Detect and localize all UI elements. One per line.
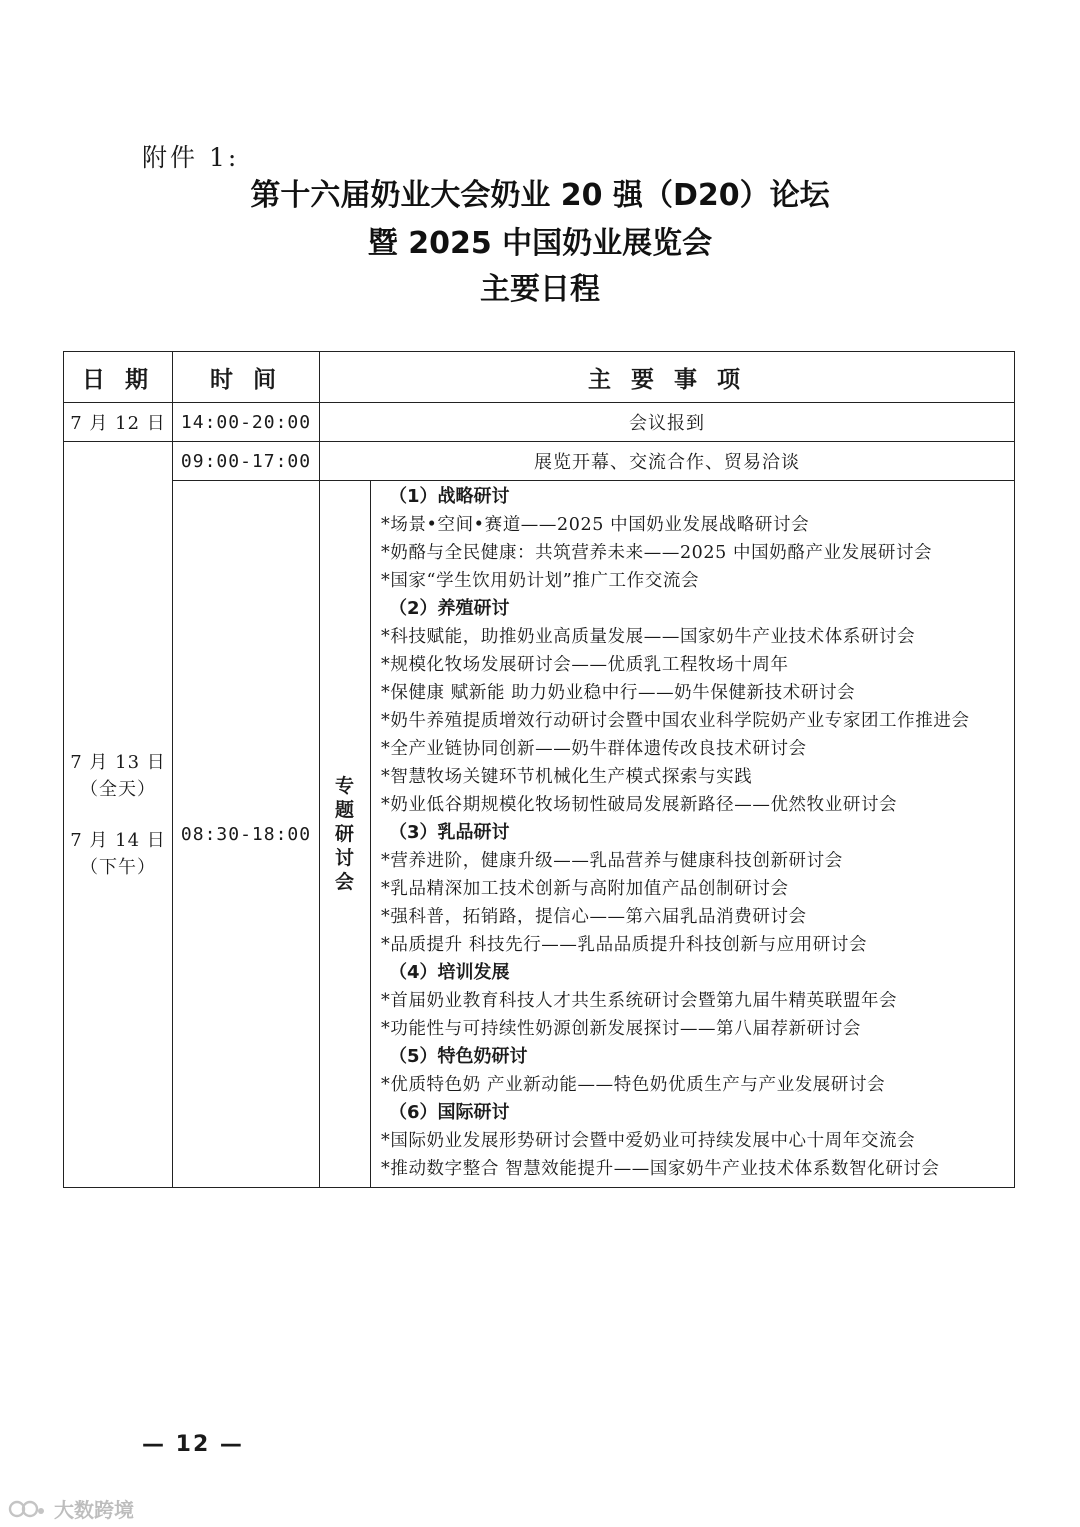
watermark <box>8 1494 134 1523</box>
date-july-14-note: （下午） <box>80 856 156 878</box>
row1-item: 会议报到 <box>320 403 1015 442</box>
schedule-table <box>63 351 1015 1188</box>
list-item: *场景•空间•赛道——2025 中国奶业发展战略研讨会 <box>381 515 810 535</box>
category-heading: （4）培训发展 <box>389 962 510 983</box>
list-item: *优质特色奶 产业新动能——特色奶优质生产与产业发展研讨会 <box>381 1075 886 1095</box>
seminar-items <box>371 481 1015 1188</box>
list-item: *推动数字整合 智慧效能提升——国家奶牛产业技术体系数智化研讨会 <box>381 1159 940 1179</box>
list-item: *奶业低谷期规模化牧场韧性破局发展新路径——优然牧业研讨会 <box>381 795 898 815</box>
list-item: *国家“学生饮用奶计划”推广工作交流会 <box>381 571 700 591</box>
header-items: 主 要 事 项 <box>320 352 1015 403</box>
table-row <box>64 403 1015 442</box>
date-july-13-note: （全天） <box>80 778 156 800</box>
table-row <box>64 481 1015 1188</box>
date-july-14: 7 月 14 日 <box>70 829 166 851</box>
header-date: 日 期 <box>64 352 173 403</box>
page-number: — 12 — <box>142 1432 244 1457</box>
list-item: *国际奶业发展形势研讨会暨中爱奶业可持续发展中心十周年交流会 <box>381 1131 916 1151</box>
row3-time: 08:30-18:00 <box>173 481 320 1188</box>
list-item: *规模化牧场发展研讨会——优质乳工程牧场十周年 <box>381 655 789 675</box>
date-block <box>64 442 173 1188</box>
list-item: *科技赋能，助推奶业高质量发展——国家奶牛产业技术体系研讨会 <box>381 627 916 647</box>
category-heading: （6）国际研讨 <box>389 1102 510 1123</box>
seminar-label-cell <box>320 481 371 1188</box>
list-item: *保健康 赋新能 助力奶业稳中行——奶牛保健新技术研讨会 <box>381 683 856 703</box>
attachment-label: 附件 1: <box>142 143 240 172</box>
title-line-3: 主要日程 <box>480 272 600 307</box>
watermark-text: 大数跨境 <box>54 1498 134 1522</box>
date-july-13: 7 月 13 日 <box>70 751 166 773</box>
title-line-2: 暨 2025 中国奶业展览会 <box>367 226 713 261</box>
category-heading: （1）战略研讨 <box>389 486 510 507</box>
row2-time: 09:00-17:00 <box>173 442 320 481</box>
seminar-vertical-label: 专 题 研 讨 会 <box>335 775 356 893</box>
table-header-row <box>64 352 1015 403</box>
watermark-logo-icon <box>8 1498 48 1520</box>
category-heading: （5）特色奶研讨 <box>389 1046 528 1067</box>
list-item: *智慧牧场关键环节机械化生产模式探索与实践 <box>381 767 753 787</box>
list-item: *奶酪与全民健康：共筑营养未来——2025 中国奶酪产业发展研讨会 <box>381 543 933 563</box>
category-heading: （3）乳品研讨 <box>389 822 510 843</box>
title-line-1: 第十六届奶业大会奶业 20 强（D20）论坛 <box>250 178 830 213</box>
list-item: *首届奶业教育科技人才共生系统研讨会暨第九届牛精英联盟年会 <box>381 991 898 1011</box>
table-row <box>64 442 1015 481</box>
list-item: *功能性与可持续性奶源创新发展探讨——第八届荐新研讨会 <box>381 1019 861 1039</box>
header-time: 时 间 <box>173 352 320 403</box>
list-item: *奶牛养殖提质增效行动研讨会暨中国农业科学院奶产业专家团工作推进会 <box>381 711 970 731</box>
list-item: *品质提升 科技先行——乳品品质提升科技创新与应用研讨会 <box>381 935 868 955</box>
list-item: *强科普，拓销路，提信心——第六届乳品消费研讨会 <box>381 907 807 927</box>
row1-time: 14:00-20:00 <box>173 403 320 442</box>
list-item: *营养进阶，健康升级——乳品营养与健康科技创新研讨会 <box>381 851 843 871</box>
row2-item: 展览开幕、交流合作、贸易洽谈 <box>320 442 1015 481</box>
list-item: *全产业链协同创新——奶牛群体遗传改良技术研讨会 <box>381 739 807 759</box>
row1-date: 7 月 12 日 <box>64 403 173 442</box>
list-item: *乳品精深加工技术创新与高附加值产品创制研讨会 <box>381 879 789 899</box>
category-heading: （2）养殖研讨 <box>389 598 510 619</box>
